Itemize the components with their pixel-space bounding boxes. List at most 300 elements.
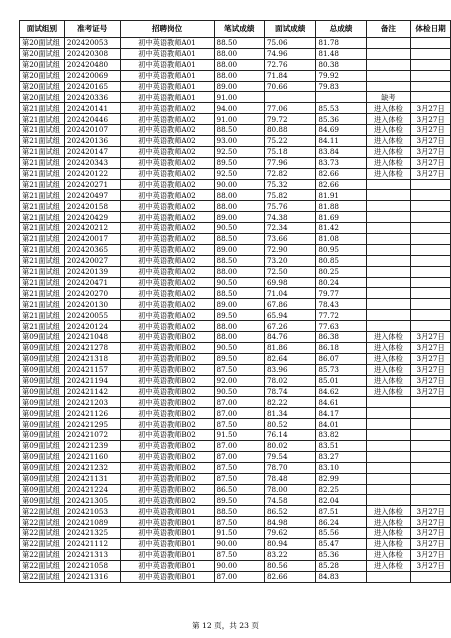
cell-exam-date (411, 310, 451, 321)
table-row (20, 451, 451, 462)
cell-exam-date (411, 38, 451, 49)
cell-exam-date: 3月27日 (411, 506, 451, 517)
cell-exam-id: 202421048 (64, 332, 120, 343)
cell-written-score: 90.50 (214, 386, 264, 397)
cell-interview-score: 67.26 (264, 321, 315, 332)
cell-exam-id: 202420165 (64, 81, 120, 92)
cell-total-score: 85.01 (316, 375, 366, 386)
cell-note (366, 81, 411, 92)
cell-written-score: 89.50 (214, 353, 264, 364)
cell-total-score: 83.82 (316, 430, 366, 441)
cell-exam-date: 3月27日 (411, 125, 451, 136)
cell-note (366, 277, 411, 288)
cell-note (366, 495, 411, 506)
cell-exam-id: 202421142 (64, 386, 120, 397)
cell-group: 第21面试组 (20, 125, 65, 136)
cell-exam-id: 202421157 (64, 364, 120, 375)
cell-exam-id: 202421126 (64, 408, 120, 419)
cell-total-score: 80.38 (316, 59, 366, 70)
cell-total-score: 80.95 (316, 244, 366, 255)
cell-group: 第22面试组 (20, 538, 65, 549)
cell-note: 进入体检 (366, 342, 411, 353)
cell-note (366, 223, 411, 234)
table-row (20, 179, 451, 190)
cell-interview-score: 72.34 (264, 223, 315, 234)
cell-total-score: 81.48 (316, 48, 366, 59)
table-row (20, 234, 451, 245)
cell-note (366, 321, 411, 332)
cell-written-score: 87.00 (214, 571, 264, 582)
cell-exam-id: 202421112 (64, 538, 120, 549)
cell-written-score: 90.50 (214, 223, 264, 234)
table-row (20, 419, 451, 430)
cell-exam-id: 202421313 (64, 549, 120, 560)
cell-exam-id: 202420158 (64, 201, 120, 212)
cell-exam-id: 202421295 (64, 419, 120, 430)
cell-exam-id: 202421203 (64, 397, 120, 408)
cell-exam-id: 202420271 (64, 179, 120, 190)
cell-exam-date (411, 299, 451, 310)
cell-interview-score: 73.66 (264, 234, 315, 245)
cell-note (366, 310, 411, 321)
cell-total-score (316, 92, 366, 103)
cell-written-score: 88.50 (214, 38, 264, 49)
cell-group: 第21面试组 (20, 266, 65, 277)
cell-exam-id: 202421232 (64, 462, 120, 473)
cell-written-score: 89.50 (214, 310, 264, 321)
cell-written-score: 89.00 (214, 81, 264, 92)
cell-exam-date (411, 571, 451, 582)
cell-written-score: 88.50 (214, 234, 264, 245)
cell-written-score: 88.50 (214, 255, 264, 266)
cell-group: 第09面试组 (20, 484, 65, 495)
cell-exam-id: 202420365 (64, 244, 120, 255)
cell-written-score: 88.00 (214, 201, 264, 212)
table-row (20, 48, 451, 59)
cell-interview-score: 75.82 (264, 190, 315, 201)
table-row (20, 114, 451, 125)
cell-exam-id: 202420336 (64, 92, 120, 103)
cell-group: 第09面试组 (20, 473, 65, 484)
cell-exam-date: 3月27日 (411, 560, 451, 571)
table-row (20, 277, 451, 288)
cell-interview-score: 74.38 (264, 212, 315, 223)
table-row (20, 332, 451, 343)
cell-exam-id: 202421239 (64, 440, 120, 451)
header-exam-id: 准考证号 (64, 21, 120, 38)
cell-group: 第21面试组 (20, 310, 65, 321)
cell-group: 第22面试组 (20, 560, 65, 571)
cell-position: 初中英语教师A02 (120, 201, 214, 212)
cell-group: 第09面试组 (20, 462, 65, 473)
cell-total-score: 84.61 (316, 397, 366, 408)
cell-position: 初中英语教师A01 (120, 48, 214, 59)
cell-total-score: 85.47 (316, 538, 366, 549)
cell-position: 初中英语教师B02 (120, 462, 214, 473)
cell-position: 初中英语教师A02 (120, 234, 214, 245)
cell-interview-score: 82.22 (264, 397, 315, 408)
cell-position: 初中英语教师A01 (120, 92, 214, 103)
cell-position: 初中英语教师B01 (120, 506, 214, 517)
cell-total-score: 81.69 (316, 212, 366, 223)
cell-interview-score: 78.02 (264, 375, 315, 386)
cell-written-score: 92.50 (214, 146, 264, 157)
cell-note (366, 179, 411, 190)
cell-group: 第21面试组 (20, 136, 65, 147)
cell-position: 初中英语教师A02 (120, 321, 214, 332)
cell-exam-date (411, 255, 451, 266)
cell-note: 进入体检 (366, 506, 411, 517)
cell-interview-score: 84.98 (264, 517, 315, 528)
cell-total-score: 84.11 (316, 136, 366, 147)
cell-note: 进入体检 (366, 168, 411, 179)
cell-position: 初中英语教师A02 (120, 277, 214, 288)
cell-interview-score: 80.52 (264, 419, 315, 430)
cell-group: 第21面试组 (20, 244, 65, 255)
cell-exam-date: 3月27日 (411, 549, 451, 560)
table-row (20, 364, 451, 375)
table-header-row (20, 21, 451, 38)
cell-group: 第20面试组 (20, 70, 65, 81)
cell-exam-date (411, 462, 451, 473)
cell-interview-score: 73.20 (264, 255, 315, 266)
cell-position: 初中英语教师B01 (120, 538, 214, 549)
cell-total-score: 80.85 (316, 255, 366, 266)
cell-group: 第21面试组 (20, 255, 65, 266)
cell-exam-date: 3月27日 (411, 342, 451, 353)
cell-position: 初中英语教师A02 (120, 136, 214, 147)
cell-written-score: 90.50 (214, 277, 264, 288)
cell-position: 初中英语教师B02 (120, 353, 214, 364)
cell-interview-score: 77.06 (264, 103, 315, 114)
cell-group: 第09面试组 (20, 440, 65, 451)
cell-position: 初中英语教师B02 (120, 332, 214, 343)
cell-note: 进入体检 (366, 136, 411, 147)
cell-total-score: 85.56 (316, 528, 366, 539)
cell-note (366, 201, 411, 212)
table-row (20, 560, 451, 571)
cell-total-score: 80.25 (316, 266, 366, 277)
cell-exam-id: 202420069 (64, 70, 120, 81)
cell-note (366, 59, 411, 70)
table-row (20, 70, 451, 81)
cell-position: 初中英语教师B02 (120, 419, 214, 430)
cell-exam-date: 3月27日 (411, 517, 451, 528)
cell-exam-id: 202421058 (64, 560, 120, 571)
cell-group: 第09面试组 (20, 375, 65, 386)
table-row (20, 321, 451, 332)
cell-note: 进入体检 (366, 364, 411, 375)
cell-total-score: 83.27 (316, 451, 366, 462)
header-total-score: 总成绩 (316, 21, 366, 38)
cell-note (366, 190, 411, 201)
cell-note: 进入体检 (366, 157, 411, 168)
cell-note: 进入体检 (366, 146, 411, 157)
cell-note: 进入体检 (366, 375, 411, 386)
cell-group: 第21面试组 (20, 179, 65, 190)
cell-total-score: 79.83 (316, 81, 366, 92)
cell-note (366, 462, 411, 473)
cell-exam-id: 202420139 (64, 266, 120, 277)
cell-group: 第09面试组 (20, 364, 65, 375)
cell-written-score: 87.50 (214, 364, 264, 375)
cell-exam-id: 202420212 (64, 223, 120, 234)
cell-total-score: 85.28 (316, 560, 366, 571)
cell-total-score: 82.04 (316, 495, 366, 506)
cell-note (366, 299, 411, 310)
cell-exam-date: 3月27日 (411, 146, 451, 157)
page-footer: 第 12 页，共 23 页 (192, 621, 259, 630)
table-row (20, 495, 451, 506)
cell-group: 第21面试组 (20, 114, 65, 125)
cell-total-score: 82.66 (316, 168, 366, 179)
cell-exam-id: 202420471 (64, 277, 120, 288)
cell-exam-date: 3月27日 (411, 353, 451, 364)
cell-exam-date (411, 234, 451, 245)
cell-interview-score: 86.52 (264, 506, 315, 517)
cell-group: 第20面试组 (20, 59, 65, 70)
cell-total-score: 81.91 (316, 190, 366, 201)
cell-note: 进入体检 (366, 560, 411, 571)
cell-exam-date (411, 81, 451, 92)
cell-position: 初中英语教师B02 (120, 484, 214, 495)
cell-exam-id: 202420270 (64, 288, 120, 299)
cell-note (366, 266, 411, 277)
cell-written-score: 90.00 (214, 560, 264, 571)
table-row (20, 136, 451, 147)
cell-group: 第20面试组 (20, 48, 65, 59)
cell-exam-id: 202420107 (64, 125, 120, 136)
cell-position: 初中英语教师B01 (120, 517, 214, 528)
cell-exam-date (411, 59, 451, 70)
cell-written-score: 93.00 (214, 136, 264, 147)
cell-total-score: 85.73 (316, 364, 366, 375)
cell-exam-date: 3月27日 (411, 538, 451, 549)
cell-exam-date (411, 321, 451, 332)
cell-total-score: 77.72 (316, 310, 366, 321)
cell-exam-date: 3月27日 (411, 332, 451, 343)
cell-exam-date (411, 288, 451, 299)
cell-exam-id: 202420027 (64, 255, 120, 266)
cell-total-score: 86.24 (316, 517, 366, 528)
cell-position: 初中英语教师A02 (120, 125, 214, 136)
cell-exam-id: 202421072 (64, 430, 120, 441)
cell-exam-id: 202421318 (64, 353, 120, 364)
cell-position: 初中英语教师B02 (120, 375, 214, 386)
cell-total-score: 83.51 (316, 440, 366, 451)
cell-group: 第20面试组 (20, 81, 65, 92)
cell-total-score: 81.42 (316, 223, 366, 234)
cell-written-score: 89.50 (214, 157, 264, 168)
cell-interview-score: 80.56 (264, 560, 315, 571)
cell-written-score: 87.50 (214, 549, 264, 560)
cell-exam-date: 3月27日 (411, 157, 451, 168)
cell-group: 第21面试组 (20, 190, 65, 201)
cell-total-score: 84.62 (316, 386, 366, 397)
table-row (20, 386, 451, 397)
cell-interview-score: 71.04 (264, 288, 315, 299)
cell-total-score: 78.43 (316, 299, 366, 310)
table-row (20, 288, 451, 299)
cell-total-score: 84.69 (316, 125, 366, 136)
cell-total-score: 83.73 (316, 157, 366, 168)
cell-position: 初中英语教师A01 (120, 38, 214, 49)
cell-position: 初中英语教师A02 (120, 146, 214, 157)
cell-written-score: 86.50 (214, 484, 264, 495)
cell-exam-id: 202420017 (64, 234, 120, 245)
cell-group: 第09面试组 (20, 386, 65, 397)
cell-note: 进入体检 (366, 125, 411, 136)
cell-written-score: 87.00 (214, 451, 264, 462)
cell-written-score: 91.00 (214, 114, 264, 125)
cell-group: 第09面试组 (20, 430, 65, 441)
cell-interview-score: 83.96 (264, 364, 315, 375)
cell-written-score: 91.00 (214, 92, 264, 103)
cell-interview-score: 81.34 (264, 408, 315, 419)
table-row (20, 375, 451, 386)
cell-written-score: 88.50 (214, 506, 264, 517)
cell-total-score: 85.53 (316, 103, 366, 114)
cell-exam-date (411, 440, 451, 451)
cell-group: 第21面试组 (20, 277, 65, 288)
cell-interview-score: 75.18 (264, 146, 315, 157)
cell-group: 第21面试组 (20, 168, 65, 179)
cell-written-score: 87.00 (214, 408, 264, 419)
table-row (20, 59, 451, 70)
cell-interview-score: 82.64 (264, 353, 315, 364)
cell-position: 初中英语教师B02 (120, 440, 214, 451)
cell-exam-date: 3月27日 (411, 103, 451, 114)
cell-position: 初中英语教师B02 (120, 451, 214, 462)
cell-total-score: 85.36 (316, 114, 366, 125)
cell-written-score: 89.50 (214, 495, 264, 506)
cell-written-score: 87.50 (214, 419, 264, 430)
cell-note (366, 440, 411, 451)
cell-interview-score: 83.22 (264, 549, 315, 560)
cell-exam-id: 202421053 (64, 506, 120, 517)
table-row (20, 168, 451, 179)
cell-written-score: 88.00 (214, 48, 264, 59)
score-table (19, 20, 451, 583)
table-row (20, 408, 451, 419)
cell-group: 第09面试组 (20, 408, 65, 419)
cell-interview-score: 84.76 (264, 332, 315, 343)
cell-position: 初中英语教师A02 (120, 212, 214, 223)
cell-note: 进入体检 (366, 353, 411, 364)
cell-written-score: 88.00 (214, 59, 264, 70)
cell-group: 第09面试组 (20, 419, 65, 430)
cell-written-score: 92.50 (214, 168, 264, 179)
cell-note (366, 38, 411, 49)
cell-exam-id: 202420136 (64, 136, 120, 147)
cell-position: 初中英语教师A02 (120, 310, 214, 321)
cell-interview-score: 72.50 (264, 266, 315, 277)
cell-written-score: 88.50 (214, 125, 264, 136)
cell-interview-score: 78.74 (264, 386, 315, 397)
cell-interview-score: 72.90 (264, 244, 315, 255)
cell-total-score: 87.51 (316, 506, 366, 517)
cell-position: 初中英语教师A02 (120, 179, 214, 190)
cell-note (366, 571, 411, 582)
cell-interview-score: 75.22 (264, 136, 315, 147)
cell-written-score: 90.50 (214, 342, 264, 353)
cell-position: 初中英语教师A02 (120, 288, 214, 299)
table-row (20, 430, 451, 441)
cell-note (366, 473, 411, 484)
table-row (20, 38, 451, 49)
cell-interview-score: 80.88 (264, 125, 315, 136)
cell-position: 初中英语教师B02 (120, 473, 214, 484)
cell-total-score: 81.08 (316, 234, 366, 245)
cell-position: 初中英语教师B02 (120, 408, 214, 419)
cell-interview-score: 70.66 (264, 81, 315, 92)
cell-position: 初中英语教师B01 (120, 528, 214, 539)
cell-interview-score: 69.98 (264, 277, 315, 288)
cell-note: 进入体检 (366, 549, 411, 560)
cell-exam-id: 202420141 (64, 103, 120, 114)
cell-note: 进入体检 (366, 114, 411, 125)
cell-exam-id: 202420124 (64, 321, 120, 332)
cell-exam-date: 3月27日 (411, 136, 451, 147)
cell-exam-date (411, 430, 451, 441)
table-row (20, 353, 451, 364)
cell-written-score: 88.00 (214, 190, 264, 201)
cell-group: 第09面试组 (20, 332, 65, 343)
cell-exam-date: 3月27日 (411, 168, 451, 179)
cell-interview-score: 72.82 (264, 168, 315, 179)
cell-total-score: 77.63 (316, 321, 366, 332)
cell-written-score: 88.00 (214, 70, 264, 81)
cell-total-score: 81.78 (316, 38, 366, 49)
cell-interview-score: 82.66 (264, 571, 315, 582)
table-row (20, 506, 451, 517)
cell-exam-date (411, 451, 451, 462)
cell-exam-id: 202421305 (64, 495, 120, 506)
cell-exam-id: 202420480 (64, 59, 120, 70)
table-row (20, 244, 451, 255)
cell-note: 进入体检 (366, 517, 411, 528)
cell-interview-score: 71.84 (264, 70, 315, 81)
cell-note (366, 244, 411, 255)
table-row (20, 103, 451, 114)
cell-exam-id: 202420429 (64, 212, 120, 223)
header-note: 备注 (366, 21, 411, 38)
cell-note (366, 255, 411, 266)
cell-group: 第22面试组 (20, 506, 65, 517)
cell-interview-score: 79.54 (264, 451, 315, 462)
cell-note: 缺考 (366, 92, 411, 103)
cell-group: 第21面试组 (20, 201, 65, 212)
cell-interview-score: 72.76 (264, 59, 315, 70)
cell-interview-score: 81.86 (264, 342, 315, 353)
cell-interview-score: 76.14 (264, 430, 315, 441)
cell-written-score: 87.50 (214, 473, 264, 484)
header-written-score: 笔试成绩 (214, 21, 264, 38)
cell-written-score: 94.00 (214, 103, 264, 114)
cell-position: 初中英语教师B01 (120, 571, 214, 582)
cell-exam-id: 202421194 (64, 375, 120, 386)
cell-exam-id: 202420343 (64, 157, 120, 168)
cell-position: 初中英语教师B02 (120, 430, 214, 441)
header-position: 招聘岗位 (120, 21, 214, 38)
cell-exam-date (411, 92, 451, 103)
cell-exam-date: 3月27日 (411, 364, 451, 375)
cell-position: 初中英语教师B02 (120, 397, 214, 408)
cell-note (366, 234, 411, 245)
table-row (20, 157, 451, 168)
cell-exam-date: 3月27日 (411, 375, 451, 386)
cell-exam-id: 202420308 (64, 48, 120, 59)
